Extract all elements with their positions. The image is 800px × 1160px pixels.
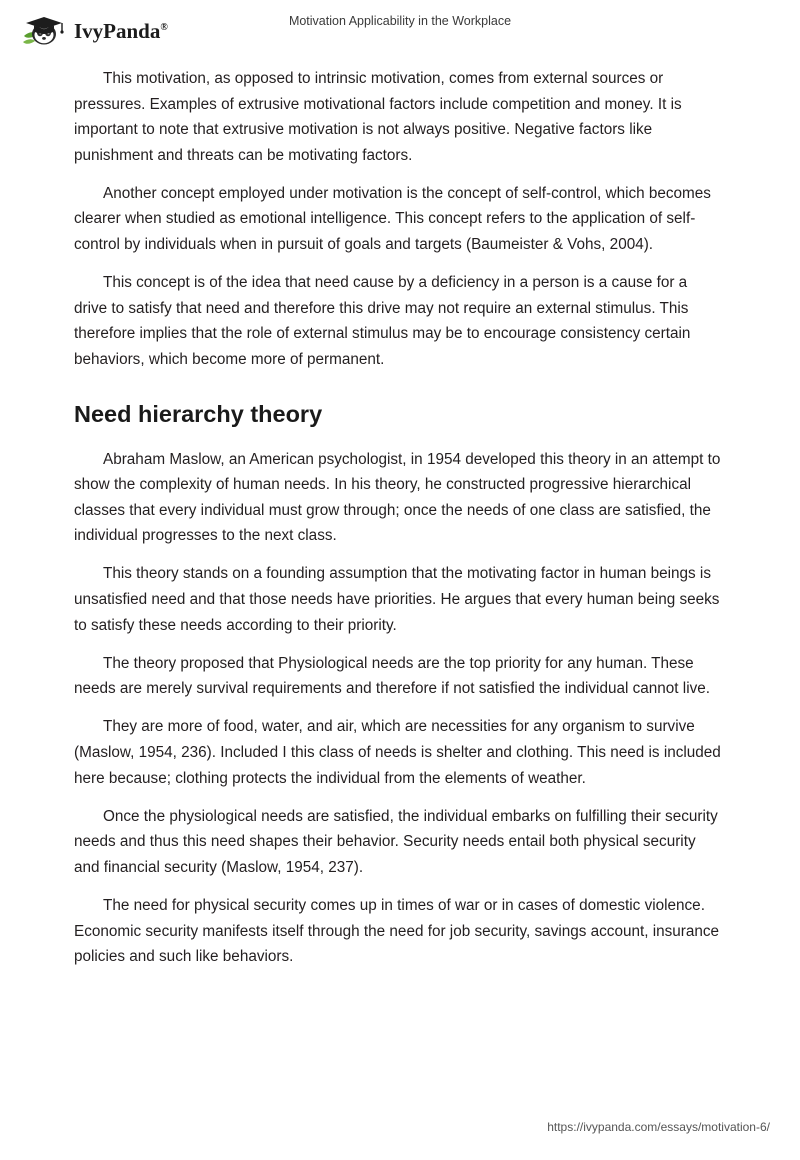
section-heading: Need hierarchy theory	[74, 400, 323, 427]
source-url-link[interactable]: https://ivypanda.com/essays/motivation-6/	[547, 1120, 770, 1134]
document-title: Motivation Applicability in the Workplace	[288, 14, 512, 28]
page-header	[0, 0, 800, 56]
paragraph: Another concept employed under motivation is the concept of self-control, which becomes clearer when studied as emotional intelligence. This concept refers to the application of self-control by individuals when in pursuit of goals and targets (Baumeister & Vohs, 2004).	[74, 184, 711, 254]
paragraph: They are more of food, water, and air, which are necessities for any organism to survive (Maslow, 1954, 236). Included I this class of needs is shelter and clothing. This need is included here because; clothing protects the individual from the elements of weather.	[74, 718, 721, 787]
registered-mark: ®	[160, 21, 168, 33]
paragraph: This concept is of the idea that need cause by a deficiency in a person is a cause for a drive to satisfy that need and therefore this drive may not require an external stimulus. This therefore implies that the role of external stimulus may be to encourage consistency certain behaviors, which become more of permanent.	[74, 274, 691, 368]
document-body	[74, 66, 722, 982]
paragraph: The theory proposed that Physiological needs are the top priority for any human. These needs are merely survival requirements and therefore if not satisfied the individual cannot live.	[74, 654, 711, 698]
paragraph: This motivation, as opposed to intrinsic motivation, comes from external sources or pressures. Examples of extrusive motivational factors include competition and money. It is important to note that extrusive motivation is not always positive. Negative factors like punishment and threats can be motivating factors.	[74, 70, 682, 164]
brand-name-text: IvyPanda	[74, 18, 161, 43]
paragraph: The need for physical security comes up in times of war or in cases of domestic violence. Economic security manifests itself through the need for job security, savings account, insurance policies and such like behaviors.	[74, 896, 720, 966]
paragraph: This theory stands on a founding assumption that the motivating factor in human beings is unsatisfied need and that those needs have priorities. He argues that every human being seeks to satisfy these needs according to their priority.	[74, 565, 720, 634]
paragraph: Once the physiological needs are satisfied, the individual embarks on fulfilling their security needs and thus this need shapes their behavior. Security needs entail both physical security and financial security (Maslow, 1954, 237).	[74, 807, 718, 876]
paragraph: Abraham Maslow, an American psychologist, in 1954 developed this theory in an attempt to show the complexity of human needs. In his theory, he constructed progressive hierarchical classes that every individual must grow through; once the needs of one class are satisfied, the individual progresses to the next class.	[74, 450, 721, 545]
